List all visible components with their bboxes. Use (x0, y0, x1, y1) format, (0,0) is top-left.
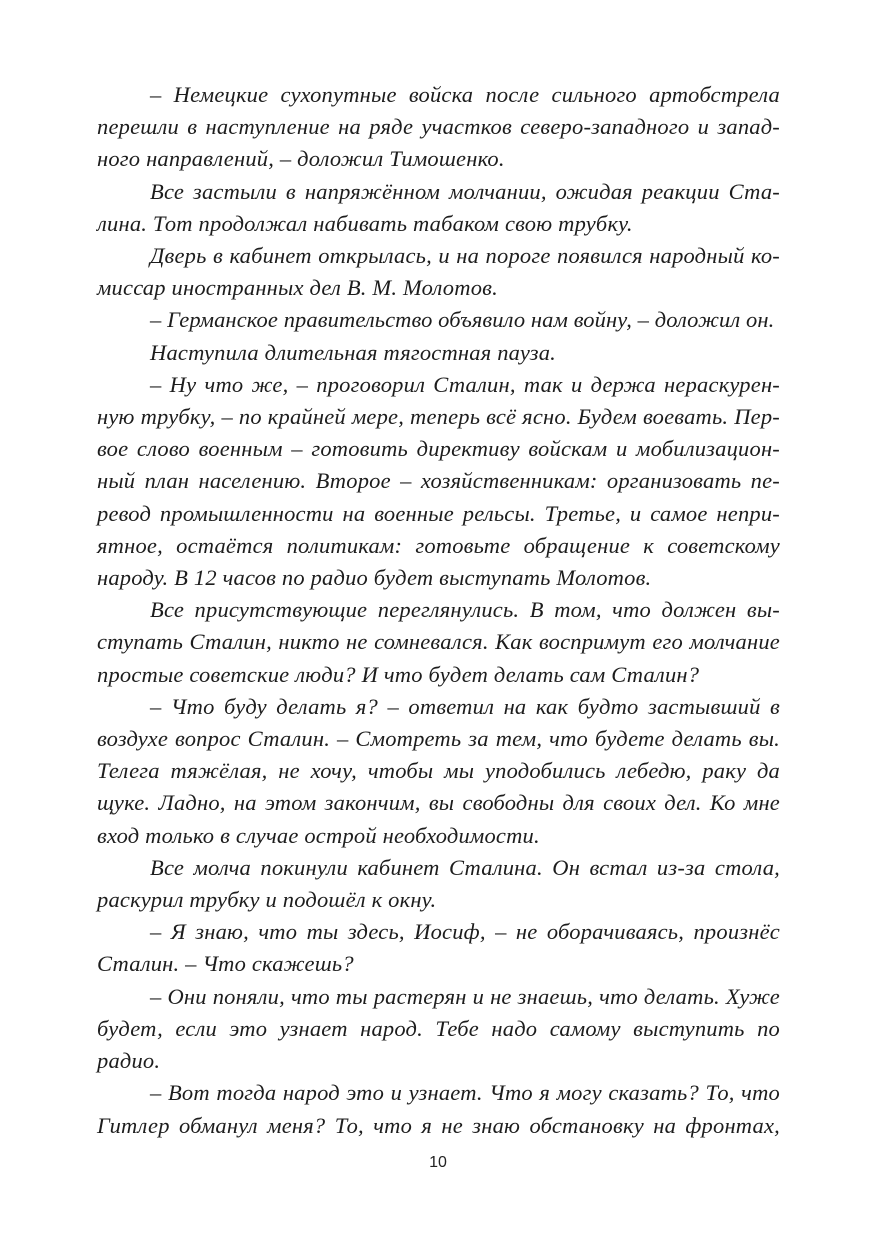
paragraph (97, 1077, 780, 1141)
text-line: ступать Сталин, никто не сомневался. Как воспримут его молчание (97, 629, 780, 655)
text-line: ятное, остаётся политикам: готовьте обращение к советскому (97, 532, 780, 558)
text-line: – Ну что же, – проговорил Сталин, так и держа нераскурен- (150, 371, 780, 397)
text-line: вое слово военным – готовить директиву войскам и мобилизацион- (97, 436, 780, 462)
paragraph (97, 240, 780, 304)
text-line: раскурил трубку и подошёл к окну. (97, 887, 437, 913)
text-line: радио. (97, 1048, 161, 1074)
paragraph (97, 852, 780, 916)
text-line: Гитлер обманул меня? То, что я не знаю обстановку на фронтах, (97, 1112, 780, 1138)
paragraph (97, 916, 780, 980)
text-line: ный план населению. Второе – хозяйственникам: организовать пе- (97, 468, 780, 494)
text-line: простые советские люди? И что будет делать сам Сталин? (97, 661, 700, 687)
text-line: щуке. Ладно, на этом закончим, вы свободны для своих дел. Ко мне (97, 790, 780, 816)
paragraph (97, 594, 780, 691)
paragraph (97, 304, 780, 336)
text-line: – Я знаю, что ты здесь, Иосиф, – не оборачиваясь, произнёс (150, 919, 780, 945)
body-text (97, 79, 780, 1142)
text-line: вход только в случае острой необходимости. (97, 822, 540, 848)
text-line: Сталин. – Что скажешь? (97, 951, 354, 977)
text-line: Все застыли в напряжённом молчании, ожидая реакции Ста- (150, 178, 780, 204)
text-line: Все молча покинули кабинет Сталина. Он встал из-за стола, (150, 854, 780, 880)
paragraph (97, 981, 780, 1078)
text-line: Дверь в кабинет открылась, и на пороге появился народный ко- (150, 243, 780, 269)
text-line: Все присутствующие переглянулись. В том, что должен вы- (150, 597, 780, 623)
paragraph (97, 369, 780, 594)
text-line: ную трубку, – по крайней мере, теперь всё ясно. Будем воевать. Пер- (97, 404, 780, 430)
text-line: Телега тяжёлая, не хочу, чтобы мы уподобились лебедю, раку да (97, 758, 780, 784)
text-line: – Они поняли, что ты растерян и не знаешь, что делать. Хуже (150, 983, 780, 1009)
text-line: – Что буду делать я? – ответил на как будто застывший в (150, 693, 780, 719)
text-line: лина. Тот продолжал набивать табаком свою трубку. (97, 210, 633, 236)
text-line: – Германское правительство объявило нам войну, – доложил он. (150, 307, 775, 333)
text-line: – Немецкие сухопутные войска после сильного артобстрела (150, 82, 780, 107)
paragraph (97, 337, 780, 369)
text-line: – Вот тогда народ это и узнает. Что я могу сказать? То, что (150, 1080, 780, 1106)
text-line: Наступила длительная тягостная пауза. (150, 339, 556, 365)
paragraph (97, 79, 780, 176)
text-line: миссар иностранных дел В. М. Молотов. (97, 275, 498, 301)
paragraph (97, 176, 780, 240)
text-line: перешли в наступление на ряде участков северо-западного и запад- (97, 114, 780, 140)
page-number: 10 (429, 1154, 447, 1171)
text-line: воздухе вопрос Сталин. – Смотреть за тем, что будете делать вы. (97, 726, 780, 752)
text-line: народу. В 12 часов по радио будет выступать Молотов. (97, 565, 652, 591)
paragraph (97, 691, 780, 852)
text-line: ревод промышленности на военные рельсы. Третье, и самое непри- (97, 500, 780, 526)
text-line: ного направлений, – доложил Тимошенко. (97, 146, 505, 172)
text-line: будет, если это узнает народ. Тебе надо самому выступить по (97, 1015, 780, 1041)
